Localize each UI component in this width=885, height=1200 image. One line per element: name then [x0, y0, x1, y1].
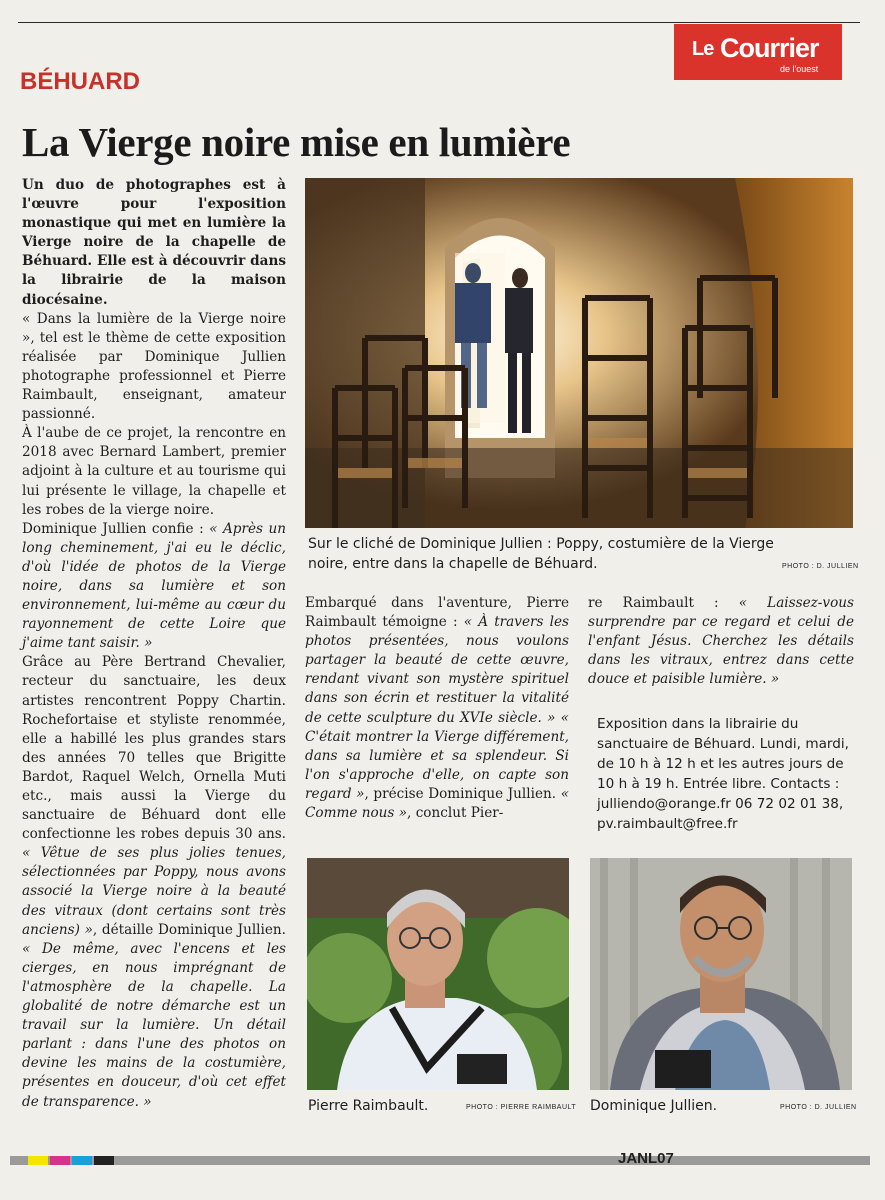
- headline: La Vierge noire mise en lumière: [22, 119, 571, 165]
- portrait-pierre-caption: Pierre Raimbault.: [308, 1098, 429, 1114]
- portrait-pierre-credit: PHOTO : PIERRE RAIMBAULT: [466, 1104, 577, 1111]
- text: , conclut Pier-: [407, 805, 504, 822]
- logo-courrier: Courrier: [720, 33, 819, 63]
- chapel-photo: [305, 178, 853, 528]
- paragraph: [22, 653, 286, 1111]
- portrait-pierre-image: [307, 858, 569, 1090]
- text: Embarqué dans l'aventure, Pierre Raimbault témoigne :: [305, 595, 569, 631]
- text: , précise Dominique Jullien.: [364, 785, 561, 802]
- article-column-2: [305, 594, 569, 823]
- quote: « De même, avec l'encens et les cierges, en nous imprégnant de l'atmosphère de la chapelle. La globalité de notre démarche est un travail sur la lumière. Un détail parlant : dans l'une des photos on devine les mains de la costumière, présentes en douceur, d'où cet effet de transparence. »: [22, 940, 286, 1110]
- portrait-dominique-credit: PHOTO : D. JULLIEN: [780, 1104, 857, 1111]
- portrait-pierre: [307, 858, 569, 1090]
- paragraph: À l'aube de ce projet, la rencontre en 2018 avec Bernard Lambert, premier adjoint à la culture et au tourisme qui lui présente le village, la chapelle et les robes de la vierge noire.: [22, 425, 286, 518]
- main-photo-credit: PHOTO : D. JULLIEN: [782, 563, 859, 570]
- page-code: JANL07: [618, 1150, 674, 1167]
- newspaper-logo: [674, 24, 842, 80]
- quote: « Laissez-vous surprendre par ce regard et celui de l'enfant Jésus. Cherchez les détails dans les vitraux, entrez dans cette douce et paisible lumière. »: [588, 595, 854, 688]
- portrait-dominique-image: [590, 858, 852, 1090]
- logo-sub: de l'ouest: [780, 64, 819, 74]
- quote: « Comme nous »: [305, 785, 570, 822]
- text: Grâce au Père Bertrand Chevalier, recteur du sanctuaire, les deux artistes rencontrent Poppy Chartin. Rochefortaise et styliste renommée, elle a habillé les plus grandes stars des années 70 telles que Brigitte Bardot, Raquel Welch, Ornella Muti etc., mais aussi la Vierge du sanctuaire de Béhuard dont elle confectionne les robes depuis 30 ans.: [22, 654, 286, 843]
- paragraph: [305, 594, 569, 823]
- article-column-1: [22, 176, 286, 1112]
- exhibition-info: Exposition dans la librairie du sanctuaire de Béhuard. Lundi, mardi, de 10 h à 12 h et les autres jours de 10 h à 19 h. Entrée libre. Contacts : julliendo@orange.fr 06 72 02 01 38, pv.raimbault@free.fr: [597, 716, 849, 832]
- print-color-bar: [10, 1156, 870, 1165]
- text: , détaille Dominique Jullien.: [92, 921, 286, 938]
- article-column-3: [588, 594, 854, 689]
- paragraph: [22, 520, 286, 654]
- quote: « C'était montrer la Vierge différement, dans sa lumière et sa splendeur. Si l'on s'approche d'elle, on capte son regard »: [305, 709, 569, 802]
- quote: « Après un long cheminement, j'ai eu le déclic, d'où l'idée de photos de la Vierge noire, dans sa lumière et son environnement, lui-même au cœur du rayonnement de cette Loire que j'aime tant saisir. »: [22, 520, 286, 652]
- logo-le: Le: [692, 38, 714, 60]
- portrait-dominique-caption: Dominique Jullien.: [590, 1098, 718, 1114]
- paragraph: « Dans la lumière de la Vierge noire », tel est le thème de cette exposition réalisée par Dominique Jullien photographe professionnel et Pierre Raimbault, enseignant, amateur passionné.: [22, 310, 286, 423]
- top-rule: [18, 22, 860, 23]
- text: Dominique Jullien confie :: [22, 520, 210, 537]
- quote: « Vêtue de ses plus jolies tenues, sélectionnées par Poppy, nous avons associé la Vierge noire à la beauté des vitraux (dont certains sont très anciens) »: [22, 845, 286, 938]
- quote: « À travers les photos présentées, nous voulons partager la beauté de cette œuvre, rendant vivant son mystère spirituel dans son écrin et restituer la vitalité de cette sculpture du XVIe siècle. »: [305, 614, 569, 726]
- main-photo-caption: Sur le cliché de Dominique Jullien : Poppy, costumière de la Vierge noire, entre dans la chapelle de Béhuard.: [308, 536, 774, 572]
- text: re Raimbault :: [588, 595, 739, 611]
- chapel-photo-image: [305, 178, 853, 528]
- lede-paragraph: Un duo de photographes est à l'œuvre pour l'exposition monastique qui met en lumière la Vierge noire de la chapelle de Béhuard. Elle est à découvrir dans la librairie de la maison diocésaine.: [22, 177, 286, 308]
- paragraph: [588, 594, 854, 689]
- portrait-dominique: [590, 858, 852, 1090]
- section-kicker: BÉHUARD: [20, 68, 140, 95]
